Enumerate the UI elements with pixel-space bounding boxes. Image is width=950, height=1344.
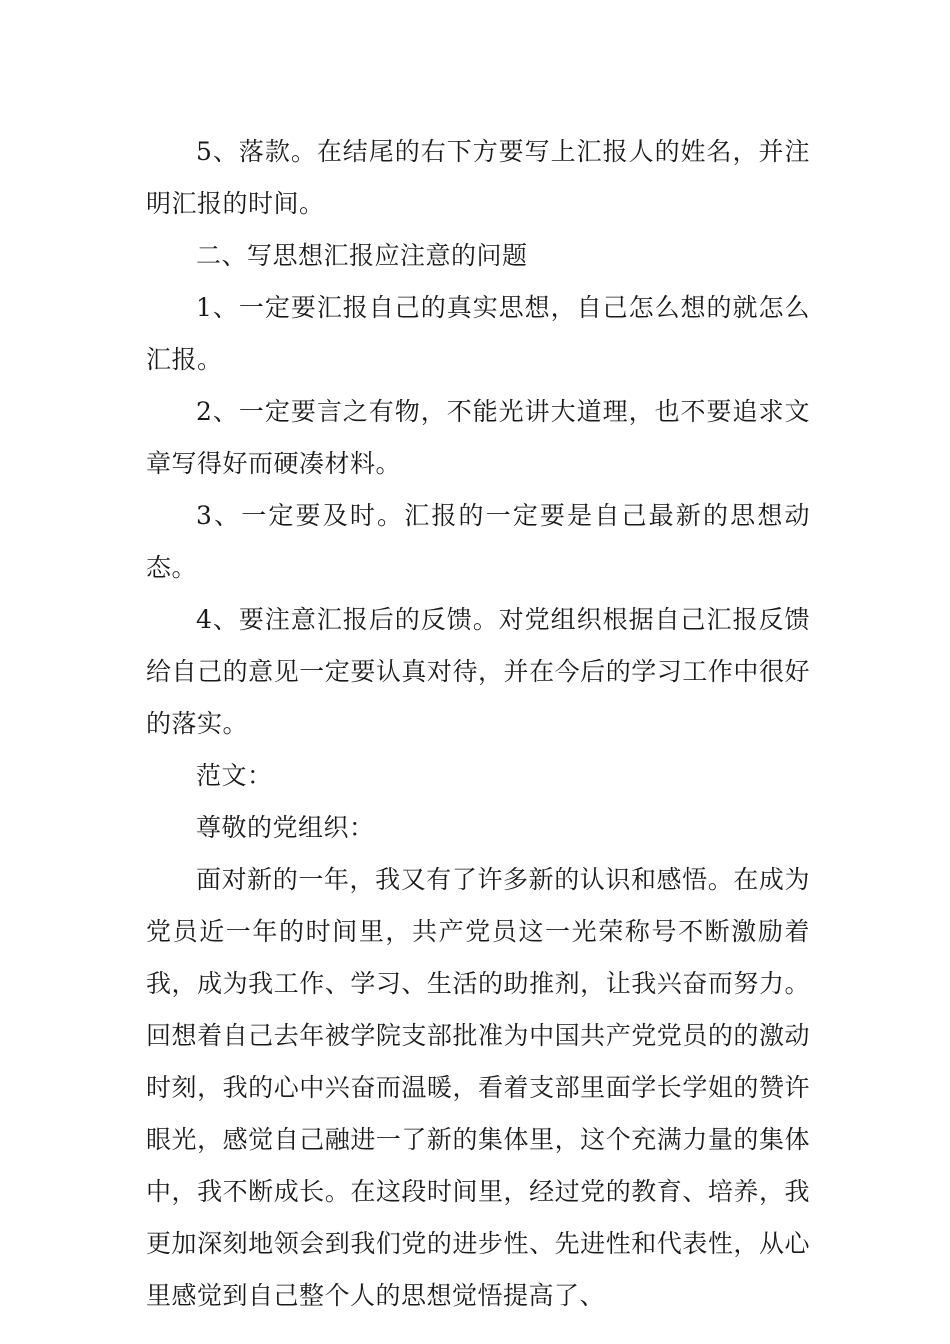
paragraph-note-1: 1、一定要汇报自己的真实思想，自己怎么想的就怎么汇报。 <box>146 293 810 374</box>
paragraph-body: 面对新的一年，我又有了许多新的认识和感悟。在成为党员近一年的时间里，共产党员这一光荣称号不断激励着我，成为我工作、学习、生活的助推剂，让我兴奋而努力。回想着自己去年被学院支部批准为中国共产党党员的的激动时刻，我的心中兴奋而温暖，看着支部里面学长学姐的赞许眼光，感觉自己融进一了新的集体里，这个充满力量的集体中，我不断成长。在这段时间里，经过党的教育、培养，我更加深刻地领会到我们党的进步性、先进性和代表性，从心里感觉到自己整个人的思想觉悟提高了、 <box>146 865 810 1310</box>
paragraph-note-4: 4、要注意汇报后的反馈。对党组织根据自己汇报反馈给自己的意见一定要认真对待，并在今后的学习工作中很好的落实。 <box>146 605 810 738</box>
paragraph-signature-note: 5、落款。在结尾的右下方要写上汇报人的姓名，并注明汇报的时间。 <box>146 137 810 218</box>
sample-heading: 范文： <box>196 761 273 790</box>
paragraph-note-3: 3、一定要及时。汇报的一定要是自己最新的思想动态。 <box>146 501 810 582</box>
section-heading-notes: 二、写思想汇报应注意的问题 <box>196 241 528 270</box>
salutation: 尊敬的党组织： <box>196 813 375 842</box>
document-body <box>146 126 810 1322</box>
paragraph-note-2: 2、一定要言之有物，不能光讲大道理，也不要追求文章写得好而硬凑材料。 <box>146 397 810 478</box>
